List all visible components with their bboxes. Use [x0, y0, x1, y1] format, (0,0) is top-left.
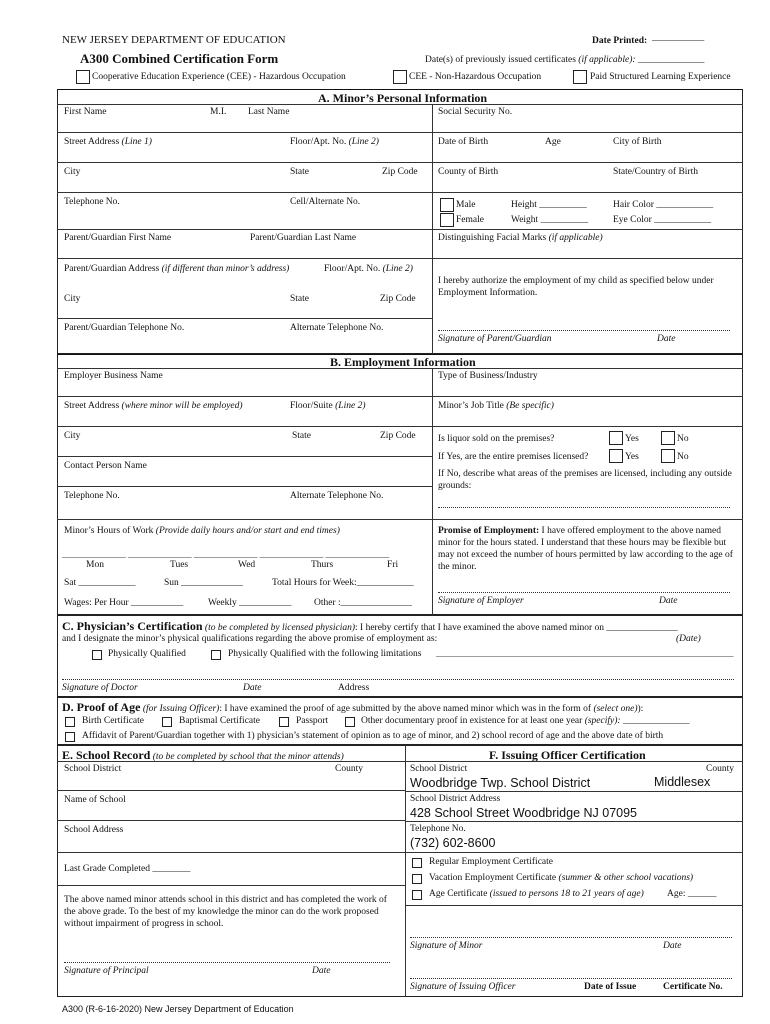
- sat-field[interactable]: Sat ____________: [64, 578, 136, 588]
- liquor-question: Is liquor sold on the premises?: [438, 434, 555, 444]
- last-name-label: Last Name: [248, 107, 290, 117]
- minor-signature-line[interactable]: [410, 937, 732, 938]
- promise-of-employment: Promise of Employment: I have offered employment to the above named minor for the hours stated. I understand that these hours may be flexible but may not exceed the number of hours permitted by law according to the age of the minor.: [438, 526, 733, 572]
- qualified-limitations-checkbox[interactable]: [211, 650, 221, 660]
- licensed-areas-line[interactable]: [438, 507, 730, 508]
- section-a-top-rule: [57, 89, 743, 90]
- certificate-number-label: Certificate No.: [663, 982, 723, 992]
- authorize-statement: I hereby authorize the employment of my child as specified below under Employment Information.: [438, 276, 714, 298]
- pg-city-label: City: [64, 294, 81, 304]
- row-rule: [57, 192, 432, 193]
- contact-person-label: Contact Person Name: [64, 461, 147, 471]
- row-rule: [405, 852, 743, 853]
- employer-floor-label: Floor/Suite (Line 2): [290, 401, 366, 411]
- zip-label: Zip Code: [382, 167, 418, 177]
- tues-label: Tues: [170, 560, 189, 570]
- employer-state-label: State: [292, 431, 311, 441]
- street-address-label: Street Address (Line 1): [64, 137, 152, 147]
- officer-signature-line[interactable]: [410, 978, 732, 979]
- female-checkbox[interactable]: [440, 213, 454, 227]
- proof-of-age-line-1: D. Proof of Age (for Issuing Officer): I have examined the proof of age submitted by the above named minor which was in the form of (select one)):: [62, 700, 644, 714]
- section-e-heading: E. School Record (to be completed by school that the minor attends): [62, 748, 344, 762]
- section-a-title-rule: [57, 104, 743, 105]
- physician-date-paren: (Date): [676, 634, 701, 644]
- section-b-title: B. Employment Information: [330, 355, 476, 369]
- mon-label: Mon: [86, 560, 104, 570]
- total-hours-field[interactable]: Total Hours for Week:____________: [272, 578, 414, 588]
- principal-signature-line[interactable]: [64, 962, 390, 963]
- row-rule: [57, 229, 432, 230]
- city-birth-label: City of Birth: [613, 137, 662, 147]
- doctor-address-label: Address: [338, 683, 370, 693]
- pg-last-name-label: Parent/Guardian Last Name: [250, 233, 357, 243]
- liquor-no-checkbox[interactable]: [661, 431, 675, 445]
- daily-hours-blanks[interactable]: _______________ _______________ _______________ _______________ _______________: [62, 549, 390, 559]
- cee-hazardous-label: Cooperative Education Experience (CEE) - Hazardous Occupation: [92, 72, 346, 82]
- sun-field[interactable]: Sun _____________: [164, 578, 243, 588]
- row-rule: [57, 426, 432, 427]
- previous-certificates-blank[interactable]: ______________: [637, 55, 705, 65]
- parent-date-label: Date: [657, 334, 676, 344]
- row-rule: [57, 820, 405, 821]
- principal-date-label: Date: [312, 966, 331, 976]
- row-rule: [405, 791, 743, 792]
- date-of-issue-label: Date of Issue: [584, 982, 637, 992]
- other-proof-label: Other documentary proof in existence for at least one year (specify): ______________: [361, 716, 690, 726]
- baptismal-certificate-checkbox[interactable]: [162, 717, 172, 727]
- row-rule: [432, 426, 743, 427]
- section-b-title-rule: [57, 368, 743, 369]
- minor-date-label: Date: [663, 941, 682, 951]
- county-value[interactable]: Middlesex: [654, 775, 711, 789]
- female-label: Female: [456, 215, 484, 225]
- age-certificate-label: Age Certificate (issued to persons 18 to 21 years of age): [429, 889, 644, 899]
- employer-zip-label: Zip Code: [380, 431, 416, 441]
- pg-first-name-label: Parent/Guardian First Name: [64, 233, 172, 243]
- row-rule: [432, 229, 743, 230]
- pg-floor-label: Floor/Apt. No. (Line 2): [324, 264, 413, 274]
- row-rule: [57, 162, 432, 163]
- minor-signature-label: Signature of Minor: [410, 941, 483, 951]
- row-rule: [432, 258, 743, 259]
- fri-label: Fri: [387, 560, 399, 570]
- officer-signature-label: Signature of Issuing Officer: [410, 982, 516, 992]
- form-title: A300 Combined Certification Form: [80, 51, 279, 66]
- liquor-yes-checkbox[interactable]: [609, 431, 623, 445]
- wages-other-field[interactable]: Other :_______________: [314, 598, 412, 608]
- employer-signature-line[interactable]: [438, 592, 730, 593]
- paid-learning-checkbox[interactable]: [573, 70, 587, 84]
- pg-phone-label: Parent/Guardian Telephone No.: [64, 323, 185, 333]
- eye-color-field: Eye Color ____________: [613, 215, 712, 225]
- row-rule: [405, 905, 743, 906]
- district-address-label: School District Address: [410, 794, 501, 804]
- wages-weekly-field[interactable]: Weekly ___________: [208, 598, 292, 608]
- physically-qualified-label: Physically Qualified: [108, 649, 186, 659]
- section-d-title: D. Proof of Age: [62, 700, 141, 714]
- row-rule: [57, 456, 432, 457]
- parent-signature-line[interactable]: [438, 330, 730, 331]
- section-ef-divider: [405, 745, 406, 997]
- department-name: NEW JERSEY DEPARTMENT OF EDUCATION: [62, 34, 286, 46]
- telephone-label: Telephone No.: [64, 197, 120, 207]
- licensed-yes-label: Yes: [625, 452, 639, 462]
- physician-line-2: and I designate the minor’s physical qualifications regarding the above promise of employment as:: [62, 634, 438, 644]
- baptismal-certificate-label: Baptismal Certificate: [179, 716, 260, 726]
- height-field: Height __________: [511, 200, 587, 210]
- type-business-label: Type of Business/Industry: [438, 371, 538, 381]
- vacation-certificate-checkbox[interactable]: [412, 874, 422, 884]
- wages-hour-field[interactable]: Wages: Per Hour ___________: [64, 598, 184, 608]
- section-b-divider: [432, 368, 433, 615]
- licensed-question: If Yes, are the entire premises licensed?: [438, 452, 589, 462]
- pg-address-label: Parent/Guardian Address (if different than minor’s address): [64, 264, 290, 274]
- doctor-signature-label: Signature of Doctor: [62, 683, 138, 693]
- regular-certificate-label: Regular Employment Certificate: [429, 857, 553, 867]
- school-statement: The above named minor attends school in this district and has completed the work of the above grade. To the best of my knowledge the minor can do the work proposed without impairment of progress in school.: [64, 895, 387, 929]
- employer-signature-label: Signature of Employer: [438, 596, 524, 606]
- job-title-label: Minor’s Job Title (Be specific): [438, 401, 554, 411]
- section-e-title: E. School Record: [62, 748, 151, 762]
- male-checkbox[interactable]: [440, 198, 454, 212]
- exam-date-blank[interactable]: _______________: [606, 623, 678, 633]
- state-country-birth-label: State/Country of Birth: [613, 167, 698, 177]
- licensed-yes-checkbox[interactable]: [609, 449, 623, 463]
- row-rule: [432, 519, 743, 520]
- e-county-label: County: [335, 764, 363, 774]
- licensed-no-label: No: [677, 452, 689, 462]
- affidavit-checkbox[interactable]: [65, 732, 75, 742]
- previous-certificates: [425, 55, 704, 65]
- row-rule: [57, 885, 405, 886]
- birth-certificate-label: Birth Certificate: [82, 716, 144, 726]
- hair-color-field: Hair Color ____________: [613, 200, 714, 210]
- parent-signature-label: Signature of Parent/Guardian: [438, 334, 552, 344]
- row-rule: [57, 318, 432, 319]
- dob-label: Date of Birth: [438, 137, 489, 147]
- row-rule: [432, 162, 743, 163]
- employer-alt-phone-label: Alternate Telephone No.: [290, 491, 384, 501]
- row-rule: [57, 258, 432, 259]
- licensed-no-checkbox[interactable]: [661, 449, 675, 463]
- cee-nonhazardous-checkbox[interactable]: [393, 70, 407, 84]
- physically-qualified-checkbox[interactable]: [92, 650, 102, 660]
- row-rule: [57, 132, 432, 133]
- pg-state-label: State: [290, 294, 309, 304]
- alt-phone-label: Alternate Telephone No.: [290, 323, 384, 333]
- last-grade-field: Last Grade Completed ________: [64, 864, 191, 874]
- row-rule: [57, 396, 432, 397]
- facial-marks-label: Distinguishing Facial Marks (if applicable): [438, 233, 603, 243]
- section-ef-title-rule: [57, 761, 743, 762]
- date-printed-label: Date Printed:: [592, 36, 648, 46]
- f-telephone-label: Telephone No.: [410, 824, 466, 834]
- district-address-value[interactable]: 428 School Street Woodbridge NJ 07095: [410, 806, 638, 820]
- licensed-areas-question: If No, describe what areas of the premises are licensed, including any outside grounds:: [438, 469, 732, 491]
- county-birth-label: County of Birth: [438, 167, 499, 177]
- section-f-title: F. Issuing Officer Certification: [489, 748, 646, 762]
- row-rule: [432, 132, 743, 133]
- hours-of-work-label: Minor’s Hours of Work (Provide daily hours and/or start and end times): [64, 526, 340, 536]
- first-name-label: First Name: [64, 107, 107, 117]
- male-label: Male: [456, 200, 476, 210]
- telephone-value[interactable]: (732) 602-8600: [410, 836, 496, 850]
- passport-label: Passport: [296, 716, 329, 726]
- vacation-certificate-label: Vacation Employment Certificate (summer & other school vacations): [429, 873, 694, 883]
- pg-zip-label: Zip Code: [380, 294, 416, 304]
- f-school-district-label: School District: [410, 764, 468, 774]
- state-label: State: [290, 167, 309, 177]
- paid-learning-label: Paid Structured Learning Experience: [590, 72, 731, 82]
- f-county-label: County: [706, 764, 734, 774]
- row-rule: [432, 396, 743, 397]
- employer-city-label: City: [64, 431, 81, 441]
- date-printed-blank[interactable]: ___________: [652, 33, 705, 43]
- employer-date-label: Date: [659, 596, 678, 606]
- doctor-signature-line[interactable]: [62, 679, 734, 680]
- physician-line-1: C. Physician’s Certification (to be completed by licensed physician): I hereby certify that I have examined the above named minor on _______________: [62, 619, 678, 633]
- section-a-title: A. Minor’s Personal Information: [318, 91, 488, 105]
- weight-field: Weight __________: [511, 215, 589, 225]
- employer-street-label: Street Address (where minor will be employed): [64, 401, 243, 411]
- section-c-title: C. Physician’s Certification: [62, 619, 203, 633]
- liquor-no-label: No: [677, 434, 689, 444]
- birth-certificate-checkbox[interactable]: [65, 717, 75, 727]
- wed-label: Wed: [238, 560, 256, 570]
- affidavit-label: Affidavit of Parent/Guardian together with 1) physician’s statement of opinion as to age of minor, and 2) school record of age and the above date of birth: [82, 731, 664, 741]
- row-rule: [57, 519, 432, 520]
- row-rule: [405, 821, 743, 822]
- footer-form-code: A300 (R-6-16-2020) New Jersey Department of Education: [62, 1004, 294, 1014]
- floor-apt-label: Floor/Apt. No. (Line 2): [290, 137, 379, 147]
- school-address-label: School Address: [64, 825, 124, 835]
- liquor-yes-label: Yes: [625, 434, 639, 444]
- previous-certificates-note: (if applicable):: [578, 55, 636, 65]
- mi-label: M.I.: [210, 107, 227, 117]
- limitations-blank[interactable]: ______________________________________________________________________: [436, 648, 734, 658]
- previous-certificates-label: Date(s) of previously issued certificates: [425, 55, 576, 65]
- age-label: Age: [545, 137, 561, 147]
- passport-checkbox[interactable]: [279, 717, 289, 727]
- cee-hazardous-checkbox[interactable]: [76, 70, 90, 84]
- row-rule: [432, 192, 743, 193]
- ssn-label: Social Security No.: [438, 107, 513, 117]
- age-certificate-checkbox[interactable]: [412, 890, 422, 900]
- city-label: City: [64, 167, 81, 177]
- employer-name-label: Employer Business Name: [64, 371, 163, 381]
- e-school-district-label: School District: [64, 764, 122, 774]
- principal-signature-label: Signature of Principal: [64, 966, 149, 976]
- other-proof-checkbox[interactable]: [345, 717, 355, 727]
- cell-label: Cell/Alternate No.: [290, 197, 361, 207]
- cee-nonhazardous-label: CEE - Non-Hazardous Occupation: [409, 72, 542, 82]
- age-field: Age: ______: [667, 889, 717, 899]
- school-district-value[interactable]: Woodbridge Twp. School District: [410, 776, 591, 790]
- school-name-label: Name of School: [64, 795, 126, 805]
- thurs-label: Thurs: [311, 560, 334, 570]
- row-rule: [57, 486, 432, 487]
- qualified-limitations-label: Physically Qualified with the following limitations: [228, 649, 422, 659]
- regular-certificate-checkbox[interactable]: [412, 858, 422, 868]
- employer-telephone-label: Telephone No.: [64, 491, 120, 501]
- row-rule: [57, 852, 405, 853]
- doctor-date-label: Date: [243, 683, 262, 693]
- row-rule: [57, 790, 405, 791]
